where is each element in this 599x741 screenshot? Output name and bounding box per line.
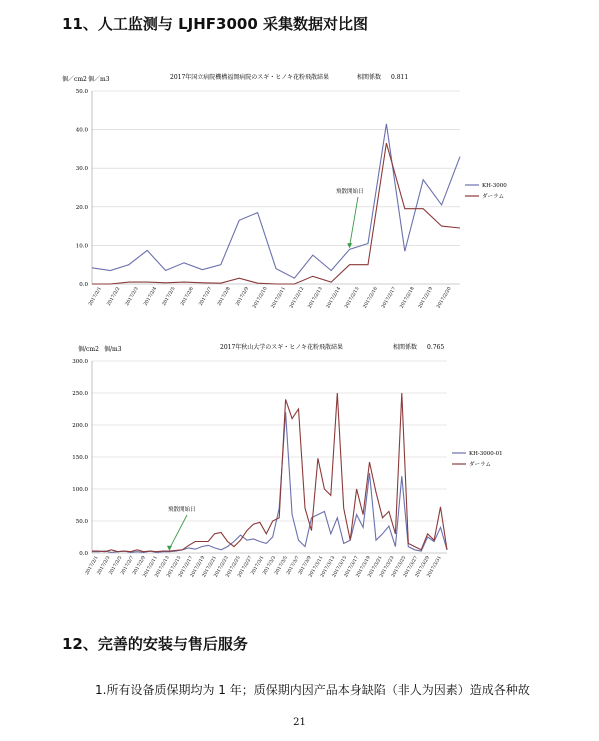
- y-unit-left: 個／cm2: [62, 76, 87, 83]
- series-line-1: [92, 124, 460, 278]
- x-tick-label: 2017/2/19: [190, 555, 207, 579]
- x-tick-label: 2017/2/15: [344, 286, 361, 310]
- series-line-1: [92, 412, 447, 552]
- legend-label-2: ダーラム: [469, 462, 491, 468]
- annotation-arrowhead: [167, 546, 172, 551]
- x-tick-label: 2017/2/9: [235, 286, 251, 307]
- x-tick-label: 2017/2/21: [201, 555, 218, 579]
- section-heading-12: 12、完善的安装与售后服务: [62, 635, 248, 653]
- x-tick-label: 2017/2/14: [326, 286, 343, 310]
- y-tick-label: 20.0: [75, 204, 88, 211]
- y-tick-label: 200.0: [72, 423, 88, 429]
- x-tick-label: 2017/2/5: [161, 286, 177, 307]
- y-tick-label: 40.0: [75, 127, 88, 134]
- corr-label: 相関係数: [393, 344, 418, 351]
- x-tick-label: 2017/2/13: [154, 555, 171, 579]
- warranty-paragraph: 1.所有设备质保期均为 1 年；质保期内因产品本身缺陷（非人为因素）造成各种故: [95, 683, 530, 697]
- annotation-label: 飛散開始日: [168, 507, 196, 513]
- x-tick-label: 2017/2/17: [178, 555, 195, 579]
- y-tick-label: 150.0: [72, 455, 88, 461]
- x-tick-label: 2017/2/2: [106, 286, 122, 307]
- y-unit-left: 個/cm2: [78, 346, 99, 353]
- y-tick-label: 0.0: [79, 282, 88, 288]
- annotation-arrowhead: [347, 243, 352, 248]
- chart-akiyama-svg: [60, 340, 520, 585]
- y-tick-label: 10.0: [75, 243, 88, 250]
- y-tick-label: 0.0: [79, 551, 88, 557]
- x-tick-label: 2017/2/11: [142, 555, 159, 579]
- x-tick-label: 2017/2/9: [132, 555, 147, 576]
- x-tick-label: 2017/3/17: [343, 555, 360, 579]
- x-tick-label: 2017/2/17: [381, 286, 398, 310]
- corr-value: 0.811: [391, 74, 409, 81]
- x-tick-label: 2017/3/1: [250, 555, 266, 576]
- x-tick-label: 2017/2/20: [436, 286, 453, 310]
- x-tick-label: 2017/2/4: [143, 286, 159, 307]
- x-tick-label: 2017/3/3: [262, 555, 278, 576]
- legend-label-2: ダーラム: [482, 194, 504, 200]
- legend-label-1: KH-3000-01: [469, 451, 503, 457]
- x-tick-label: 2017/2/3: [125, 286, 140, 307]
- legend-label-1: KH-3000: [482, 183, 507, 189]
- section-heading-11: 11、人工监测与 LJHF3000 采集数据对比图: [62, 15, 369, 33]
- x-tick-label: 2017/2/7: [120, 555, 136, 576]
- x-tick-label: 2017/3/29: [414, 555, 431, 579]
- x-tick-label: 2017/2/11: [270, 286, 287, 310]
- x-tick-label: 2017/3/13: [320, 555, 337, 579]
- page-number: 21: [293, 717, 306, 728]
- y-unit-right: 個／m3: [88, 76, 110, 83]
- x-tick-label: 2017/3/25: [391, 555, 408, 579]
- x-tick-label: 2017/2/12: [289, 286, 306, 310]
- x-tick-label: 2017/2/19: [418, 286, 435, 310]
- x-tick-label: 2017/3/23: [379, 555, 396, 579]
- x-tick-label: 2017/2/13: [307, 286, 324, 310]
- series-line-2: [92, 143, 460, 284]
- x-tick-label: 2017/2/18: [399, 286, 416, 310]
- x-tick-label: 2017/3/9: [297, 555, 313, 576]
- corr-value: 0.765: [427, 344, 445, 351]
- series-line-2: [92, 393, 447, 552]
- chart-akiyama: [60, 340, 520, 589]
- y-tick-label: 300.0: [72, 359, 88, 365]
- x-tick-label: 2017/2/3: [96, 555, 112, 576]
- y-tick-label: 100.0: [72, 487, 88, 493]
- x-tick-label: 2017/2/15: [166, 555, 183, 579]
- x-tick-label: 2017/2/25: [225, 555, 242, 579]
- chart-title: 2017年秋山大学のスギ・ヒノキ花粉飛散結果: [220, 344, 343, 351]
- x-tick-label: 2017/3/19: [355, 555, 372, 579]
- x-tick-label: 2017/2/1: [84, 555, 100, 576]
- x-tick-label: 2017/3/21: [367, 555, 384, 579]
- y-tick-label: 50.0: [75, 89, 88, 95]
- corr-label: 相関係数: [357, 74, 382, 81]
- x-tick-label: 2017/3/15: [332, 555, 349, 579]
- x-tick-label: 2017/2/7: [198, 286, 214, 307]
- annotation-arrow: [169, 515, 187, 549]
- annotation-label: 飛散開始日: [336, 189, 364, 195]
- x-tick-label: 2017/3/31: [426, 555, 443, 579]
- chart-fukuoka-svg: [60, 68, 507, 313]
- y-tick-label: 30.0: [75, 166, 88, 173]
- y-tick-label: 50.0: [75, 519, 88, 525]
- x-tick-label: 2017/2/6: [180, 286, 195, 307]
- chart-title: 2017年国立病院機構福岡病院のスギ・ヒノキ花粉飛散結果: [170, 74, 329, 81]
- x-tick-label: 2017/2/1: [88, 286, 103, 307]
- x-tick-label: 2017/3/11: [308, 555, 325, 579]
- x-tick-label: 2017/2/16: [362, 286, 379, 310]
- y-tick-label: 250.0: [72, 391, 88, 397]
- x-tick-label: 2017/2/27: [237, 555, 254, 579]
- x-tick-label: 2017/2/5: [108, 555, 124, 576]
- x-tick-label: 2017/2/23: [213, 555, 230, 579]
- annotation-arrow: [350, 197, 358, 246]
- x-tick-label: 2017/3/27: [403, 555, 420, 579]
- y-unit-right: 個/m3: [104, 346, 122, 353]
- x-tick-label: 2017/2/10: [252, 286, 269, 310]
- x-tick-label: 2017/3/7: [286, 555, 301, 576]
- chart-fukuoka: [60, 68, 507, 317]
- x-tick-label: 2017/2/8: [217, 286, 232, 307]
- x-tick-label: 2017/3/5: [274, 555, 289, 576]
